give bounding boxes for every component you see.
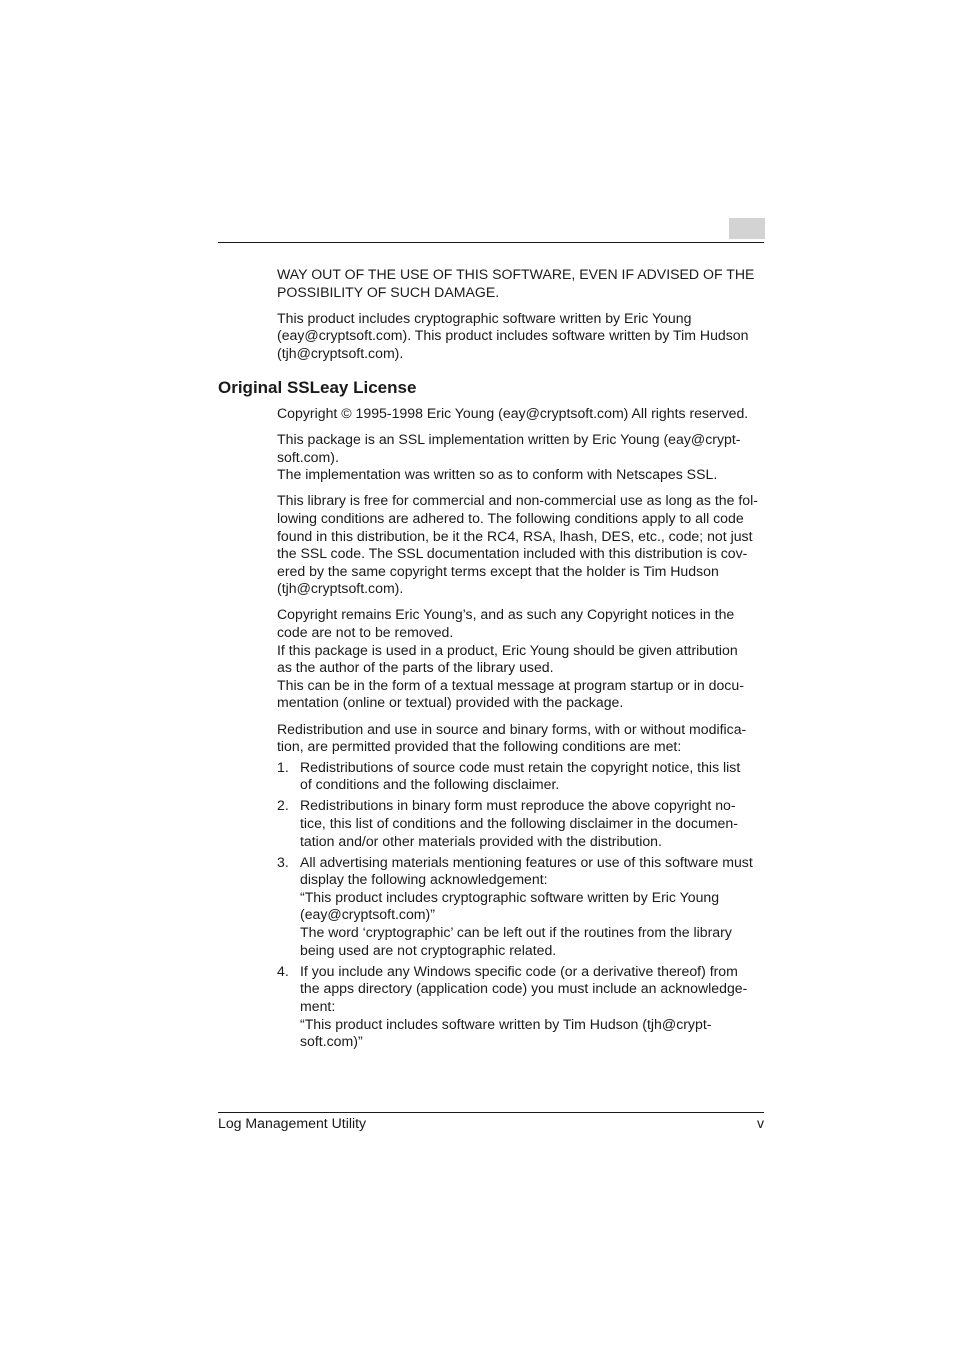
license-text xyxy=(277,405,765,1054)
license-paragraph: Copyright remains Eric Young’s, and as such any Copyright notices in the code are not to be removed. If this package is used in a product, Eric Young should be given attribution as the author of the parts of the library used. This can be in the form of a textual message at program startup or in docu- mentation (online or textual) provided with the package. xyxy=(277,606,744,711)
list-item-text: All advertising materials mentioning features or use of this software must display the following acknowledgement: “This product includes cryptographic software written by Eric Young (eay@cryptsoft.com)” The word ‘cryptographic’ can be left out if the routines from the library being used are not cryptographic related. xyxy=(300,853,753,958)
intro-paragraph: This product includes cryptographic software written by Eric Young (eay@cryptsoft.com). This product includes software written by Tim Hudson (tjh@cryptsoft.com). xyxy=(277,309,749,361)
footer-rule xyxy=(218,1112,764,1113)
list-item xyxy=(277,854,765,960)
list-item-number: 4. xyxy=(277,962,289,979)
license-paragraph: This package is an SSL implementation written by Eric Young (eay@crypt- soft.com). The implementation was written so as to conform with Netscapes SSL. xyxy=(277,431,741,483)
list-item-number: 2. xyxy=(277,797,289,814)
list-item-text: If you include any Windows specific code (or a derivative thereof) from the apps directory (application code) you must include an acknowledge- ment: “This product includes software written by Tim Hudson (tjh@crypt- soft.com)” xyxy=(300,962,748,1050)
section-title: Original SSLeay License xyxy=(218,378,417,397)
license-paragraph: Copyright © 1995-1998 Eric Young (eay@cryptsoft.com) All rights reserved. xyxy=(277,405,749,421)
list-item xyxy=(277,759,765,794)
license-paragraph: This library is free for commercial and non-commercial use as long as the fol- lowing conditions are adhered to. The following conditions apply to all code found in this distribution, be it the RC4, RSA, lhash, DES, etc., code; not just the SSL code. The SSL documentation included with this distribution is cov- ered by the same copyright terms except that the holder is Tim Hudson (tjh@cryptsoft.com). xyxy=(277,492,758,597)
header-rule xyxy=(218,242,764,243)
footer-title: Log Management Utility xyxy=(218,1115,367,1131)
intro-text xyxy=(277,266,765,371)
chapter-tab-marker xyxy=(729,218,765,239)
intro-paragraph: WAY OUT OF THE USE OF THIS SOFTWARE, EVEN IF ADVISED OF THE POSSIBILITY OF SUCH DAMAGE. xyxy=(277,266,755,300)
list-item-text: Redistributions in binary form must reproduce the above copyright no- tice, this list of conditions and the following disclaimer in the documen- tation and/or other materials provided with the distribution. xyxy=(300,797,738,849)
list-item-number: 1. xyxy=(277,758,289,775)
page-number: v xyxy=(756,1115,764,1131)
list-item-number: 3. xyxy=(277,853,289,870)
list-item xyxy=(277,963,765,1051)
license-paragraph: Redistribution and use in source and binary forms, with or without modifica- tion, are permitted provided that the following conditions are met: xyxy=(277,720,747,755)
list-item xyxy=(277,797,765,850)
list-item-text: Redistributions of source code must retain the copyright notice, this list of conditions and the following disclaimer. xyxy=(300,758,741,793)
conditions-list xyxy=(277,759,765,1051)
